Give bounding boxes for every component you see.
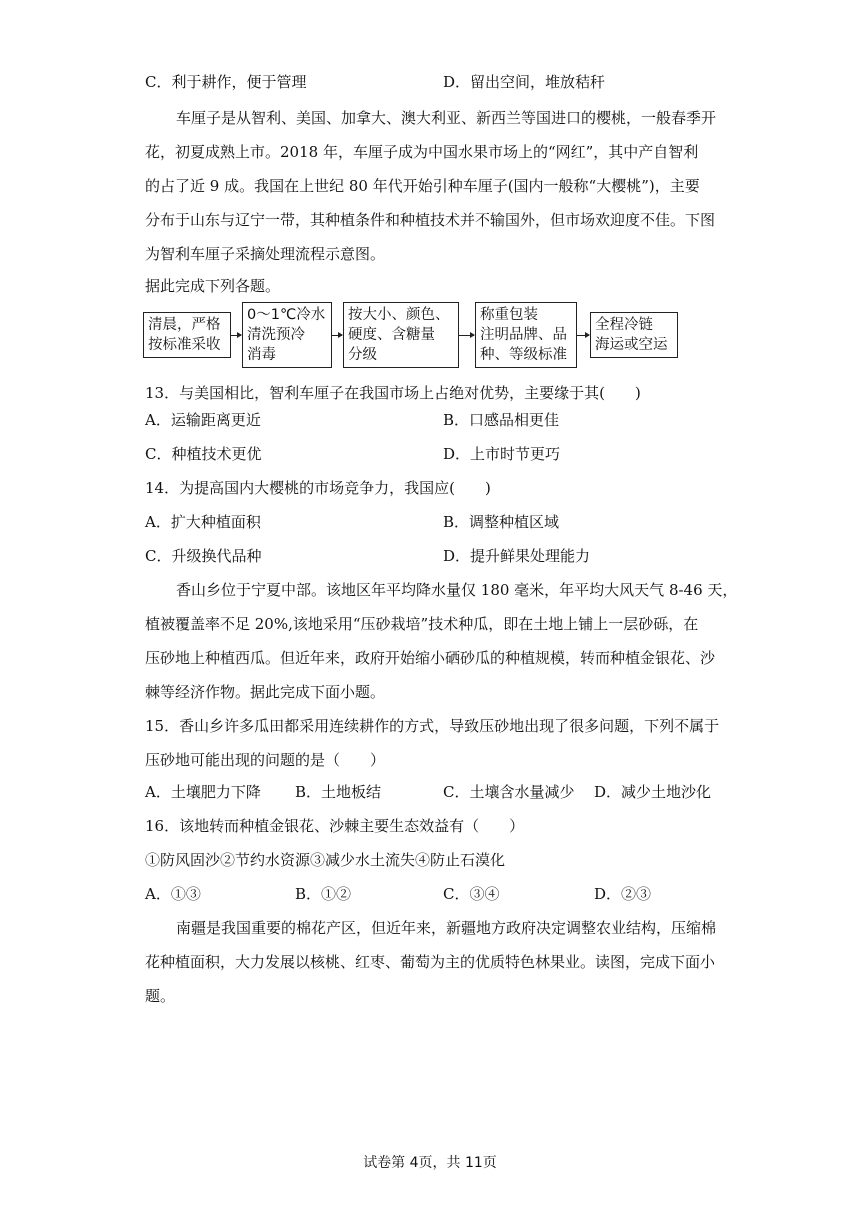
flow-step-harvest: [143, 312, 231, 358]
q14-option-d: D．提升鲜果处理能力: [443, 547, 591, 565]
flow-step-text: 硬度、含糖量: [348, 327, 435, 343]
q12-option-d: D．留出空间，堆放秸秆: [443, 73, 606, 91]
flow-step-text: 海运或空运: [595, 337, 668, 353]
flow-arrow: [577, 335, 589, 336]
passage3-line: 南疆是我国重要的棉花产区，但近年来，新疆地方政府决定调整农业结构，压缩棉: [176, 919, 717, 937]
q15-option-d: D．减少土地沙化: [594, 783, 712, 801]
flow-step-grade: [343, 302, 459, 368]
passage3-line: 题。: [145, 987, 176, 1005]
flow-step-pack: [475, 302, 577, 368]
q15-option-a: A．土壤肥力下降: [145, 783, 261, 801]
q15-stem-cont: 压砂地可能出现的问题的是（ ）: [145, 751, 386, 769]
passage1-line: 为智利车厘子采摘处理流程示意图。: [145, 245, 386, 263]
passage1-line: 分布于山东与辽宁一带，其种植条件和种植技术并不输国外，但市场欢迎度不佳。下图: [145, 211, 716, 229]
q13-option-c: C．种植技术更优: [145, 445, 262, 463]
q16-option-d: D．②③: [594, 885, 652, 903]
flow-step-text: 称重包装: [480, 307, 538, 323]
passage1-line: 车厘子是从智利、美国、加拿大、澳大利亚、新西兰等国进口的樱桃，一般春季开: [176, 109, 717, 127]
q15-option-b: B．土地板结: [295, 783, 382, 801]
passage1-line: 的占了近 9 成。我国在上世纪 80 年代开始引种车厘子(国内一般称“大樱桃”)，主要: [145, 177, 700, 195]
q13-option-d: D．上市时节更巧: [443, 445, 561, 463]
q12-option-c: C．利于耕作，便于管理: [145, 73, 307, 91]
page-footer: 试卷第 4页，共 11页: [363, 1155, 497, 1171]
q14-stem: 14．为提高国内大樱桃的市场竞争力，我国应( ): [145, 479, 491, 497]
q14-option-b: B．调整种植区域: [443, 513, 560, 531]
passage2-line: 香山乡位于宁夏中部。该地区年平均降水量仅 180 毫米，年平均大风天气 8-46 天，: [176, 581, 738, 599]
flow-step-text: 分级: [348, 347, 377, 363]
q16-option-c: C．③④: [443, 885, 500, 903]
flow-step-text: 0～1℃冷水: [247, 307, 326, 323]
q16-items: ①防风固沙②节约水资源③减少水土流失④防止石漠化: [145, 851, 506, 869]
q15-stem: 15．香山乡许多瓜田都采用连续耕作的方式，导致压砂地出现了很多问题，下列不属于: [145, 717, 720, 735]
instruction: 据此完成下列各题。: [145, 277, 281, 295]
passage1-line: 花，初夏成熟上市。2018 年，车厘子成为中国水果市场上的“网红”，其中产自智利: [145, 143, 699, 161]
q14-option-a: A．扩大种植面积: [145, 513, 261, 531]
q16-stem: 16．该地转而种植金银花、沙棘主要生态效益有（ ）: [145, 817, 525, 835]
flow-arrow: [459, 335, 474, 336]
q16-option-b: B．①②: [295, 885, 352, 903]
passage2-line: 压砂地上种植西瓜。但近年来，政府开始缩小硒砂瓜的种植规模，转而种植金银花、沙: [145, 649, 716, 667]
q15-option-c: C．土壤含水量减少: [443, 783, 575, 801]
flow-step-wash: [242, 302, 332, 368]
flow-step-text: 清洗预冷: [247, 327, 305, 343]
flow-arrow: [332, 335, 342, 336]
flow-step-ship: [590, 312, 678, 358]
q16-option-a: A．①③: [145, 885, 201, 903]
q13-option-a: A．运输距离更近: [145, 411, 261, 429]
passage2-line: 植被覆盖率不足 20%,该地采用“压砂栽培”技术种瓜，即在土地上铺上一层砂砾，在: [145, 615, 699, 633]
flow-step-text: 种、等级标准: [480, 347, 567, 363]
flow-diagram: [143, 302, 683, 368]
flow-step-text: 注明品牌、品: [480, 327, 567, 343]
flow-step-text: 清晨，严格: [148, 317, 221, 333]
q14-option-c: C．升级换代品种: [145, 547, 262, 565]
flow-step-text: 消毒: [247, 347, 276, 363]
q13-stem: 13．与美国相比，智利车厘子在我国市场上占绝对优势，主要缘于其( ): [145, 384, 641, 402]
flow-step-text: 按标准采收: [148, 337, 221, 353]
passage2-line: 棘等经济作物。据此完成下面小题。: [145, 683, 386, 701]
flow-arrow: [231, 335, 241, 336]
q13-option-b: B．口感品相更佳: [443, 411, 560, 429]
flow-step-text: 全程冷链: [595, 317, 653, 333]
flow-step-text: 按大小、颜色、: [348, 307, 450, 323]
passage3-line: 花种植面积，大力发展以核桃、红枣、葡萄为主的优质特色林果业。读图，完成下面小: [145, 953, 716, 971]
